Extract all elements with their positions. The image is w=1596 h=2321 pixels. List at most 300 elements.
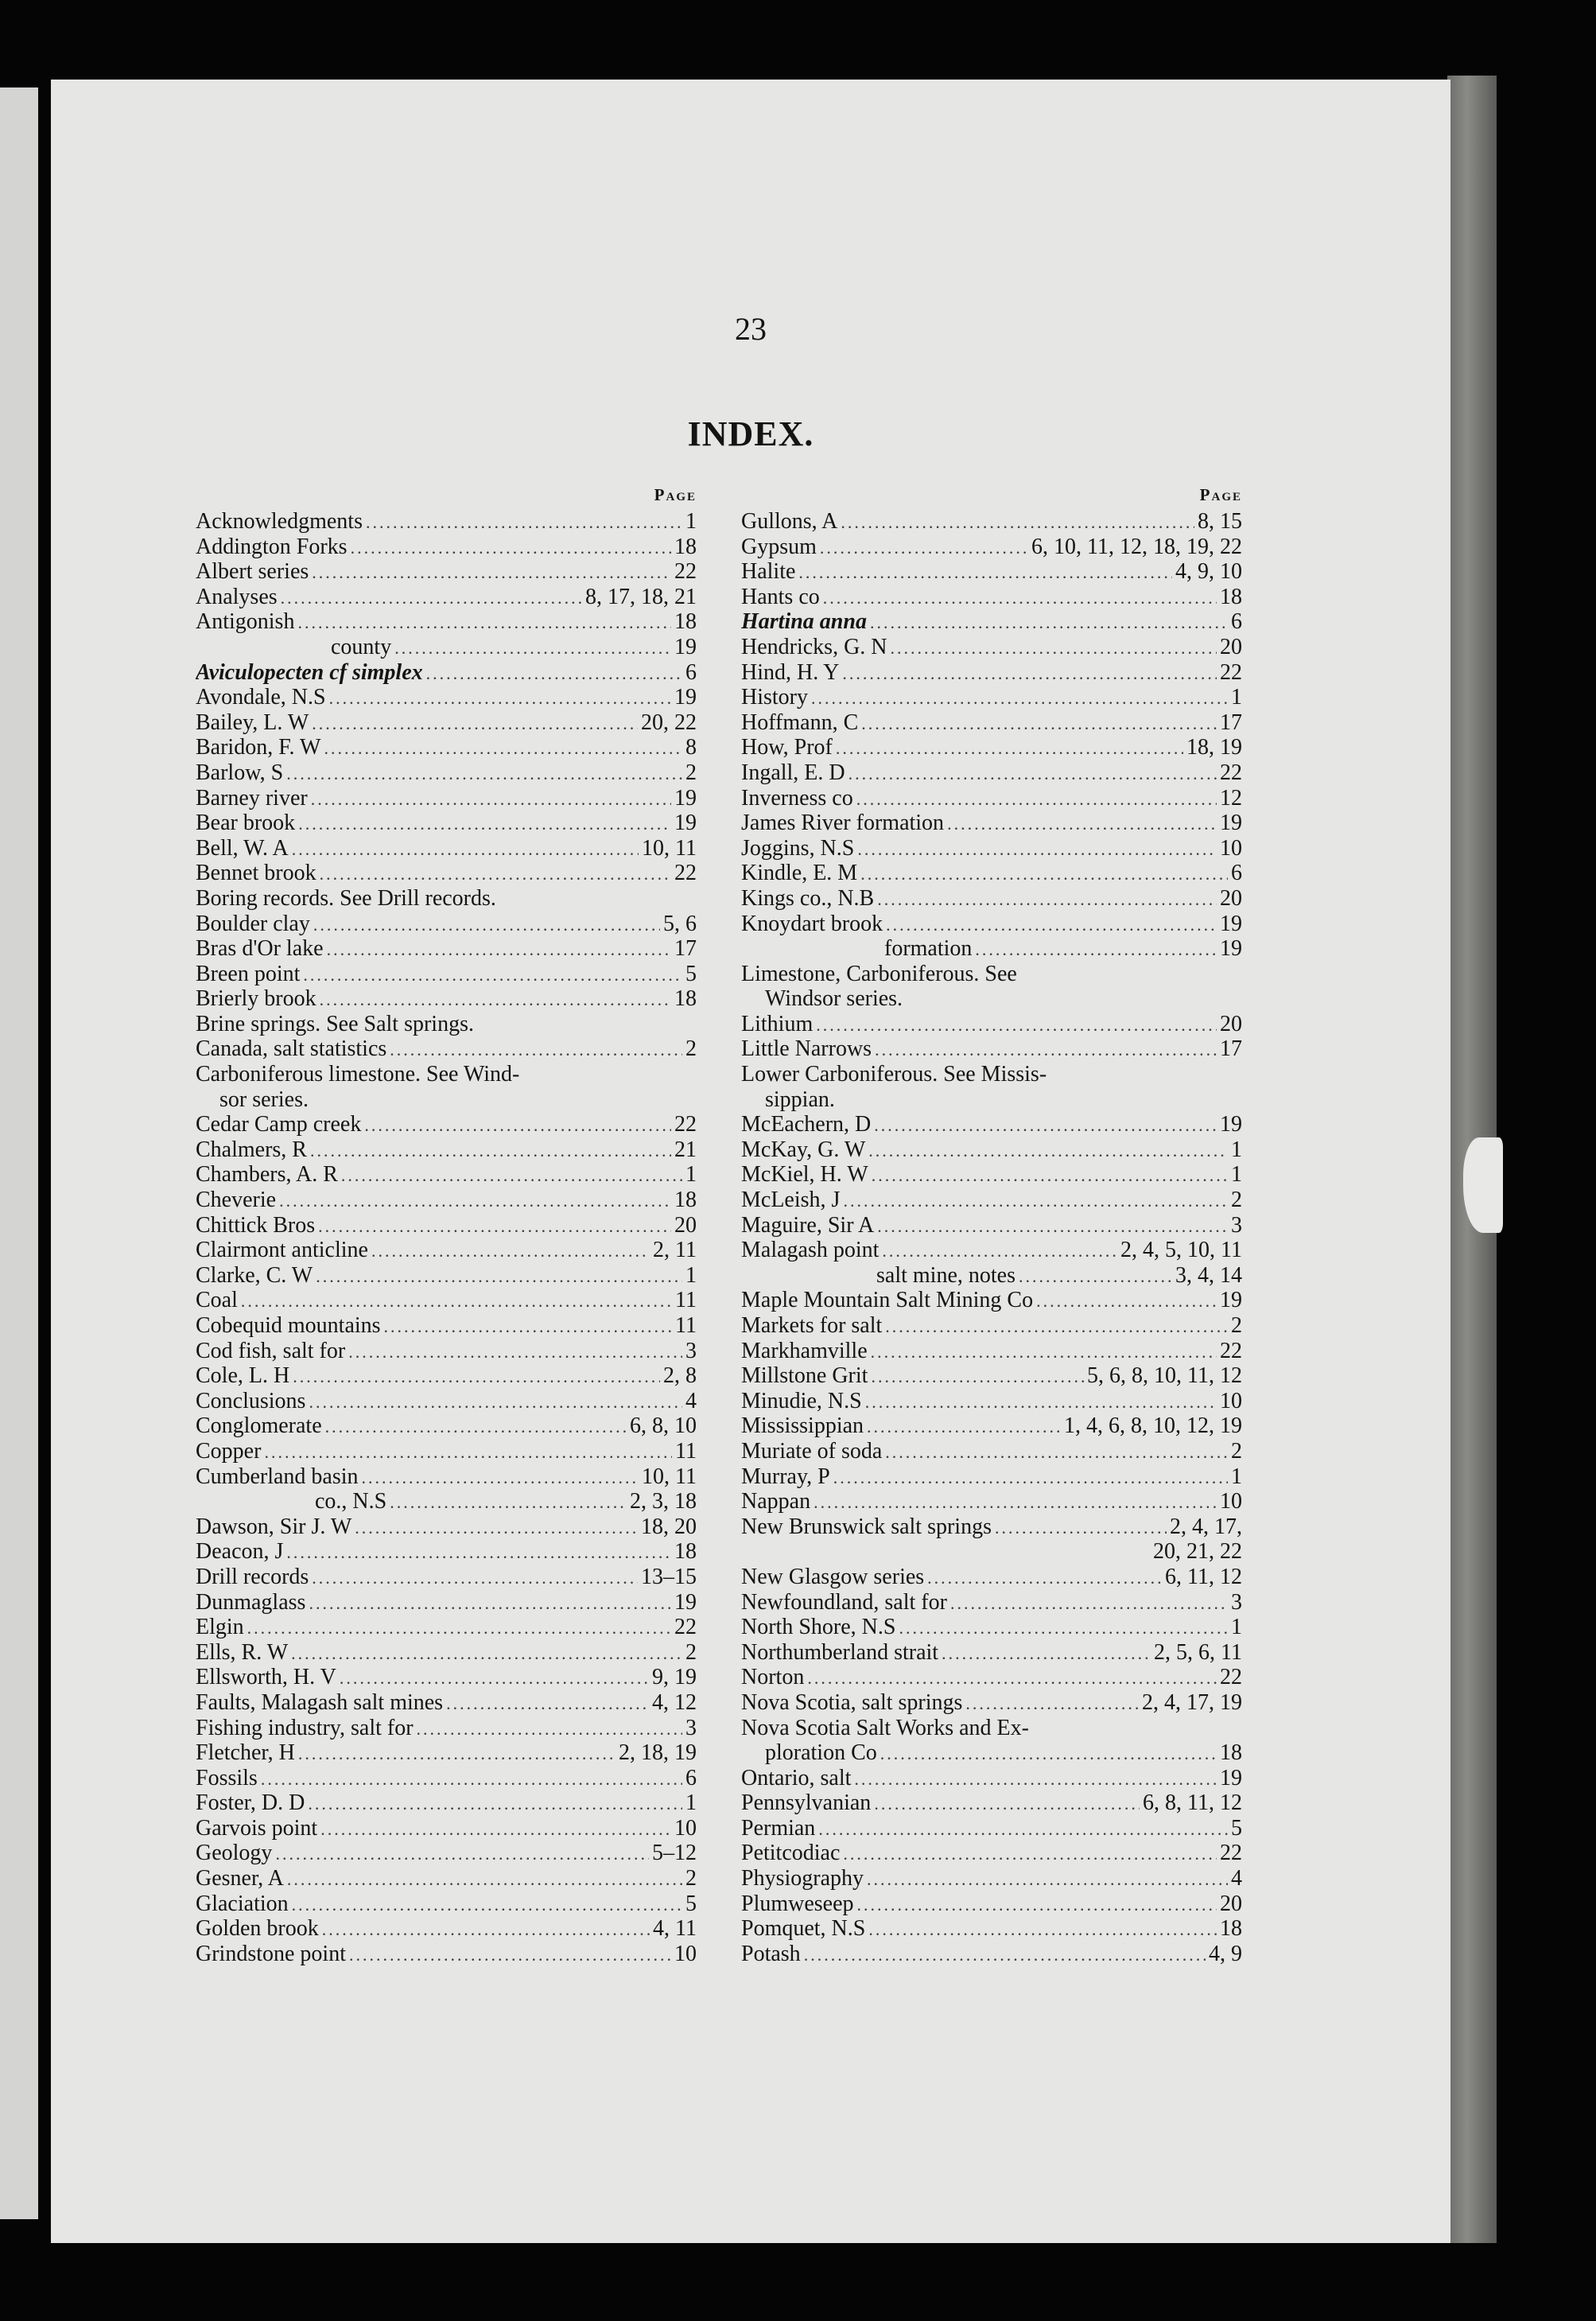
index-entry <box>196 1790 697 1816</box>
dot-leader <box>927 1565 1162 1590</box>
index-pages: 6, 8, 10 <box>630 1413 697 1439</box>
index-entry <box>196 660 697 686</box>
index-entry <box>196 1137 697 1163</box>
index-pages: 18 <box>674 609 697 635</box>
index-pages: 19 <box>674 785 697 811</box>
index-term: Analyses <box>196 584 278 609</box>
dot-leader <box>390 1037 682 1062</box>
index-term: Cole, L. H <box>196 1363 290 1389</box>
index-pages: 20, 21, 22 <box>1153 1539 1242 1565</box>
dot-leader <box>798 560 1172 585</box>
index-entry <box>196 509 697 535</box>
index-entry <box>741 1162 1242 1188</box>
dot-leader <box>885 1440 1228 1464</box>
index-term: Windsor series. <box>765 986 903 1012</box>
index-entry <box>741 1790 1242 1816</box>
index-pages: 19 <box>1220 1112 1242 1137</box>
index-term: Copper <box>196 1438 262 1464</box>
index-pages: 10, 11 <box>642 1464 697 1489</box>
index-term: Gullons, A <box>741 509 838 534</box>
index-page <box>51 80 1450 2243</box>
dot-leader <box>275 1841 649 1866</box>
index-pages: 5 <box>685 1891 697 1916</box>
index-term: Lithium <box>741 1011 814 1036</box>
index-pages: 2 <box>1231 1188 1242 1213</box>
index-pages: 1 <box>1231 1615 1242 1640</box>
index-pages: 4, 9, 10 <box>1175 559 1242 585</box>
dot-leader <box>807 1666 1217 1690</box>
index-entry <box>741 836 1242 861</box>
index-pages: 20 <box>1220 885 1242 911</box>
index-pages: 2 <box>685 760 697 785</box>
index-entry <box>741 986 1242 1012</box>
index-pages: 1 <box>1231 1162 1242 1188</box>
dot-leader <box>308 1791 682 1816</box>
index-pages: 19 <box>674 811 697 836</box>
index-pages: 22 <box>1220 760 1242 785</box>
index-entry <box>196 1942 697 1967</box>
index-term: McKay, G. W <box>741 1137 866 1162</box>
index-pages: 1 <box>685 509 697 534</box>
dot-leader <box>309 1390 682 1414</box>
index-pages: 18 <box>674 1539 697 1565</box>
index-entry <box>196 1439 697 1464</box>
index-term: Ellsworth, H. V <box>196 1665 336 1690</box>
dot-leader <box>856 787 1217 811</box>
index-term: Boring records. See Drill records. <box>196 885 496 911</box>
dot-leader <box>310 1138 671 1163</box>
dot-leader <box>867 1867 1228 1891</box>
index-pages: 18 <box>674 534 697 559</box>
index-term: Baridon, F. W <box>196 735 321 760</box>
index-pages: 18 <box>1220 1916 1242 1942</box>
index-term: Cod fish, salt for <box>196 1338 346 1363</box>
dot-leader <box>877 1214 1228 1238</box>
index-entry <box>196 1716 697 1741</box>
index-entry <box>741 1238 1242 1263</box>
index-pages: 20 <box>674 1212 697 1238</box>
dot-leader <box>868 1138 1228 1163</box>
index-entry <box>196 912 697 937</box>
dot-leader <box>857 1892 1217 1917</box>
index-pages: 11 <box>675 1288 697 1313</box>
index-entry <box>741 1464 1242 1490</box>
index-entry <box>741 559 1242 585</box>
index-entry <box>741 1565 1242 1590</box>
dot-leader <box>818 1817 1228 1841</box>
index-pages: 17 <box>674 936 697 962</box>
index-term: Markets for salt <box>741 1313 883 1338</box>
dot-leader <box>975 937 1217 962</box>
index-entry <box>196 1565 697 1590</box>
dot-leader <box>320 861 671 886</box>
index-term: Brine springs. See Salt springs. <box>196 1011 474 1036</box>
index-term: Conglomerate <box>196 1413 322 1439</box>
index-entry <box>741 1062 1242 1087</box>
index-pages: 18 <box>674 986 697 1012</box>
page-column-header: Page <box>654 485 697 504</box>
dot-leader <box>942 1641 1151 1666</box>
index-pages: 20, 22 <box>641 710 697 735</box>
index-entry <box>741 1363 1242 1389</box>
index-term: Northumberland strait <box>741 1639 939 1665</box>
index-pages: 6 <box>685 1765 697 1790</box>
index-entry <box>196 786 697 811</box>
index-pages: 2, 18, 19 <box>619 1740 697 1766</box>
dot-leader <box>320 1817 671 1841</box>
index-entry <box>741 1665 1242 1690</box>
index-term: Cumberland basin <box>196 1464 359 1489</box>
index-term: Boulder clay <box>196 911 310 936</box>
index-pages: 22 <box>1220 1338 1242 1363</box>
index-term: Ontario, salt <box>741 1765 852 1790</box>
dot-leader <box>316 1264 682 1289</box>
index-entry <box>741 609 1242 635</box>
index-term: Knoydart brook <box>741 911 883 936</box>
index-term: sor series. <box>219 1087 309 1112</box>
index-entry <box>196 1363 697 1389</box>
index-term: Muriate of soda <box>741 1438 883 1464</box>
dot-leader <box>843 1841 1217 1866</box>
index-entry <box>741 1866 1242 1891</box>
index-term: Fletcher, H <box>196 1740 295 1766</box>
index-pages: 19 <box>1220 936 1242 962</box>
index-term: Plumweseep <box>741 1891 854 1916</box>
index-pages: 8, 15 <box>1198 509 1242 534</box>
index-entry <box>741 1590 1242 1615</box>
index-entry <box>196 609 697 635</box>
index-entry <box>741 760 1242 786</box>
index-pages: 12 <box>1220 785 1242 811</box>
dot-leader <box>384 1314 672 1339</box>
index-term: McLeish, J <box>741 1188 841 1213</box>
index-pages: 19 <box>674 634 697 659</box>
index-entry <box>741 535 1242 560</box>
dot-leader <box>872 1163 1228 1188</box>
dot-leader <box>298 1741 615 1766</box>
index-entry <box>196 1816 697 1841</box>
index-term: Geology <box>196 1841 273 1866</box>
index-pages: 9, 19 <box>652 1665 697 1690</box>
index-entry <box>741 1539 1242 1565</box>
index-pages: 22 <box>674 1112 697 1137</box>
index-term: Little Narrows <box>741 1036 872 1062</box>
index-entry <box>196 1866 697 1891</box>
dot-leader <box>811 686 1228 710</box>
index-entry <box>741 1816 1242 1841</box>
index-pages: 2, 4, 5, 10, 11 <box>1120 1238 1242 1263</box>
index-pages: 6 <box>1231 861 1242 886</box>
index-entry <box>741 1514 1242 1540</box>
dot-leader <box>340 1666 649 1690</box>
index-pages: 4, 9 <box>1209 1941 1242 1966</box>
dot-leader <box>874 1791 1140 1816</box>
index-pages: 19 <box>1220 811 1242 836</box>
index-term: Nova Scotia Salt Works and Ex- <box>741 1715 1029 1740</box>
dot-leader <box>355 1515 638 1540</box>
index-entries-left <box>196 509 697 1966</box>
index-pages: 22 <box>1220 1665 1242 1690</box>
index-term: Glaciation <box>196 1891 289 1916</box>
index-term: Chittick Bros <box>196 1212 316 1238</box>
index-term: Canada, salt statistics <box>196 1036 387 1062</box>
index-entry <box>741 1012 1242 1037</box>
index-entry <box>196 1339 697 1364</box>
index-pages: 13–15 <box>641 1564 697 1589</box>
index-entry <box>196 1162 697 1188</box>
index-pages: 20 <box>1220 634 1242 659</box>
index-term: Avondale, N.S <box>196 685 326 710</box>
index-term: Dunmaglass <box>196 1589 306 1615</box>
index-entry <box>741 962 1242 987</box>
index-pages: 4, 12 <box>652 1689 697 1715</box>
index-pages: 6, 10, 11, 12, 18, 19, 22 <box>1031 534 1242 559</box>
dot-leader <box>241 1289 672 1313</box>
index-pages: 10 <box>674 1941 697 1966</box>
dot-leader <box>874 1113 1217 1137</box>
index-term: Lower Carboniferous. See Missis- <box>741 1062 1047 1087</box>
dot-leader <box>836 736 1183 760</box>
index-term: Pennsylvanian <box>741 1790 872 1816</box>
index-entry <box>741 1213 1242 1238</box>
adjacent-page-edge <box>0 87 38 2219</box>
index-pages: 10 <box>1220 1489 1242 1514</box>
dot-leader <box>325 1414 627 1439</box>
index-pages: 8, 17, 18, 21 <box>585 584 697 609</box>
page-number: 23 <box>735 311 767 347</box>
index-term: Pomquet, N.S <box>741 1916 866 1942</box>
dot-leader <box>865 1390 1217 1414</box>
index-pages: 5, 6 <box>663 911 697 936</box>
dot-leader <box>297 610 671 635</box>
index-entry <box>741 811 1242 836</box>
index-entry <box>196 1288 697 1313</box>
dot-leader <box>426 661 682 686</box>
index-entry <box>196 1489 697 1514</box>
index-entry <box>196 1891 697 1917</box>
index-pages: 19 <box>1220 911 1242 936</box>
dot-leader <box>868 1917 1217 1942</box>
index-entry <box>196 1514 697 1540</box>
dot-leader <box>279 1188 671 1213</box>
index-entry <box>741 1137 1242 1163</box>
index-pages: 4 <box>685 1388 697 1413</box>
index-term: Permian <box>741 1815 816 1841</box>
dot-leader <box>877 887 1217 912</box>
index-entry <box>196 1640 697 1666</box>
index-pages: 3, 4, 14 <box>1175 1262 1242 1288</box>
dot-leader <box>364 1113 671 1137</box>
dot-leader <box>312 711 638 736</box>
page-column-header: Page <box>1199 485 1242 504</box>
dot-leader <box>867 1414 1061 1439</box>
index-pages: 19 <box>674 685 697 710</box>
index-entry <box>196 1313 697 1339</box>
dot-leader <box>322 1917 650 1942</box>
index-entry <box>196 886 697 912</box>
dot-leader <box>833 1465 1228 1490</box>
index-entry <box>741 1263 1242 1289</box>
index-entry <box>741 1942 1242 1967</box>
index-entry <box>741 1339 1242 1364</box>
index-term: Hendricks, G. N <box>741 634 887 659</box>
index-pages: 22 <box>674 861 697 886</box>
index-title: INDEX. <box>687 414 814 453</box>
index-term: New Glasgow series <box>741 1564 925 1589</box>
dot-leader <box>842 661 1217 686</box>
index-pages: 2 <box>1231 1313 1242 1338</box>
index-pages: 1 <box>1231 685 1242 710</box>
dot-leader <box>871 1339 1217 1364</box>
index-entry <box>741 1489 1242 1514</box>
index-pages: 2 <box>1231 1438 1242 1464</box>
index-term: Maple Mountain Salt Mining Co <box>741 1288 1034 1313</box>
index-entry <box>741 1690 1242 1716</box>
dot-leader <box>854 1767 1217 1791</box>
index-entry <box>741 685 1242 710</box>
dot-leader <box>286 1540 671 1565</box>
index-term: Limestone, Carboniferous. See <box>741 961 1017 986</box>
index-entry <box>741 660 1242 686</box>
index-entry <box>196 1263 697 1289</box>
index-entry <box>741 1916 1242 1942</box>
index-term: Petitcodiac <box>741 1841 841 1866</box>
index-term: Minudie, N.S <box>741 1388 862 1413</box>
index-entry <box>196 710 697 736</box>
dot-leader <box>816 1013 1217 1037</box>
dot-leader <box>880 1741 1217 1766</box>
index-term: Potash <box>741 1941 801 1966</box>
index-term: Bras d'Or lake <box>196 936 324 962</box>
index-term: Elgin <box>196 1615 244 1640</box>
index-term: Bennet brook <box>196 861 316 886</box>
index-pages: 1, 4, 6, 8, 10, 12, 19 <box>1064 1413 1242 1439</box>
index-term: Deacon, J <box>196 1539 284 1565</box>
index-pages: 1 <box>1231 1137 1242 1162</box>
index-term: Carboniferous limestone. See Wind- <box>196 1062 520 1087</box>
dot-leader <box>995 1515 1167 1540</box>
dot-leader <box>857 837 1217 861</box>
dot-leader <box>870 610 1228 635</box>
index-term: Fishing industry, salt for <box>196 1715 414 1740</box>
index-term: North Shore, N.S <box>741 1615 896 1640</box>
index-entry <box>741 861 1242 886</box>
index-entry <box>741 1740 1242 1766</box>
index-entry <box>741 1413 1242 1439</box>
index-entry <box>196 1841 697 1866</box>
index-term: Hants co <box>741 584 820 609</box>
index-entry <box>196 1012 697 1037</box>
index-term: Aviculopecten cf simplex <box>196 659 423 685</box>
index-pages: 1 <box>685 1790 697 1816</box>
index-term: Albert series <box>196 559 309 585</box>
dot-leader <box>292 1892 682 1917</box>
index-term: McEachern, D <box>741 1112 872 1137</box>
index-pages: 5 <box>1231 1815 1242 1841</box>
index-pages: 22 <box>674 559 697 585</box>
index-entry <box>741 1439 1242 1464</box>
dot-leader <box>820 535 1028 560</box>
dot-leader <box>875 1037 1217 1062</box>
dot-leader <box>311 787 671 811</box>
index-pages: 10 <box>1220 1388 1242 1413</box>
dot-leader <box>362 1465 639 1490</box>
index-term: Drill records <box>196 1564 309 1589</box>
dot-leader <box>324 736 682 760</box>
torn-edge <box>1463 1137 1503 1233</box>
index-entry <box>196 1690 697 1716</box>
index-term: Hoffmann, C <box>741 710 859 735</box>
dot-leader <box>287 1867 682 1891</box>
index-term: Cheverie <box>196 1188 277 1213</box>
index-pages: 2, 4, 17, 19 <box>1142 1689 1242 1715</box>
index-term: salt mine, notes <box>876 1262 1015 1288</box>
index-term: Conclusions <box>196 1388 306 1413</box>
index-term: Breen point <box>196 961 301 986</box>
index-term: Hind, H. Y <box>741 659 840 685</box>
index-pages: 17 <box>1220 1036 1242 1062</box>
dot-leader <box>446 1691 649 1716</box>
dot-leader <box>899 1615 1228 1640</box>
index-term: Garvois point <box>196 1815 318 1841</box>
index-entry <box>196 986 697 1012</box>
index-pages: 17 <box>1220 710 1242 735</box>
index-entry <box>741 1188 1242 1213</box>
index-entry <box>741 1716 1242 1741</box>
index-pages: 18, 20 <box>641 1514 697 1539</box>
index-pages: 6, 8, 11, 12 <box>1143 1790 1242 1816</box>
dot-leader <box>886 912 1217 937</box>
index-term: How, Prof <box>741 735 833 760</box>
dot-leader <box>298 811 671 836</box>
index-pages: 19 <box>1220 1765 1242 1790</box>
index-term: Golden brook <box>196 1916 319 1942</box>
index-entry <box>196 1413 697 1439</box>
index-term: Bailey, L. W <box>196 710 309 735</box>
index-pages: 6, 11, 12 <box>1165 1564 1242 1589</box>
index-entry <box>196 836 697 861</box>
index-entry <box>196 1665 697 1690</box>
index-term: Halite <box>741 559 796 585</box>
index-pages: 5, 6, 8, 10, 11, 12 <box>1087 1363 1242 1389</box>
index-pages: 18 <box>1220 584 1242 609</box>
index-entry <box>741 509 1242 535</box>
index-entry <box>741 585 1242 610</box>
dot-leader <box>947 811 1217 836</box>
index-pages: 2, 8 <box>663 1363 697 1389</box>
index-entry <box>196 1766 697 1791</box>
dot-leader <box>891 636 1217 660</box>
dot-leader <box>885 1314 1228 1339</box>
dot-leader <box>264 1440 672 1464</box>
index-term: Malagash point <box>741 1238 880 1263</box>
index-term: Coal <box>196 1288 238 1313</box>
dot-leader <box>247 1615 671 1640</box>
index-term: Joggins, N.S <box>741 835 855 861</box>
index-term: Clarke, C. W <box>196 1262 313 1288</box>
dot-leader <box>843 1188 1228 1213</box>
index-entry <box>196 1590 697 1615</box>
index-entry <box>196 936 697 962</box>
index-entry <box>196 685 697 710</box>
dot-leader <box>366 510 682 535</box>
index-pages: 2, 11 <box>653 1238 697 1263</box>
index-entry <box>196 1464 697 1490</box>
index-term: Nova Scotia, salt springs <box>741 1689 963 1715</box>
index-term: History <box>741 685 808 710</box>
index-pages: 1 <box>685 1162 697 1188</box>
dot-leader <box>804 1942 1206 1967</box>
